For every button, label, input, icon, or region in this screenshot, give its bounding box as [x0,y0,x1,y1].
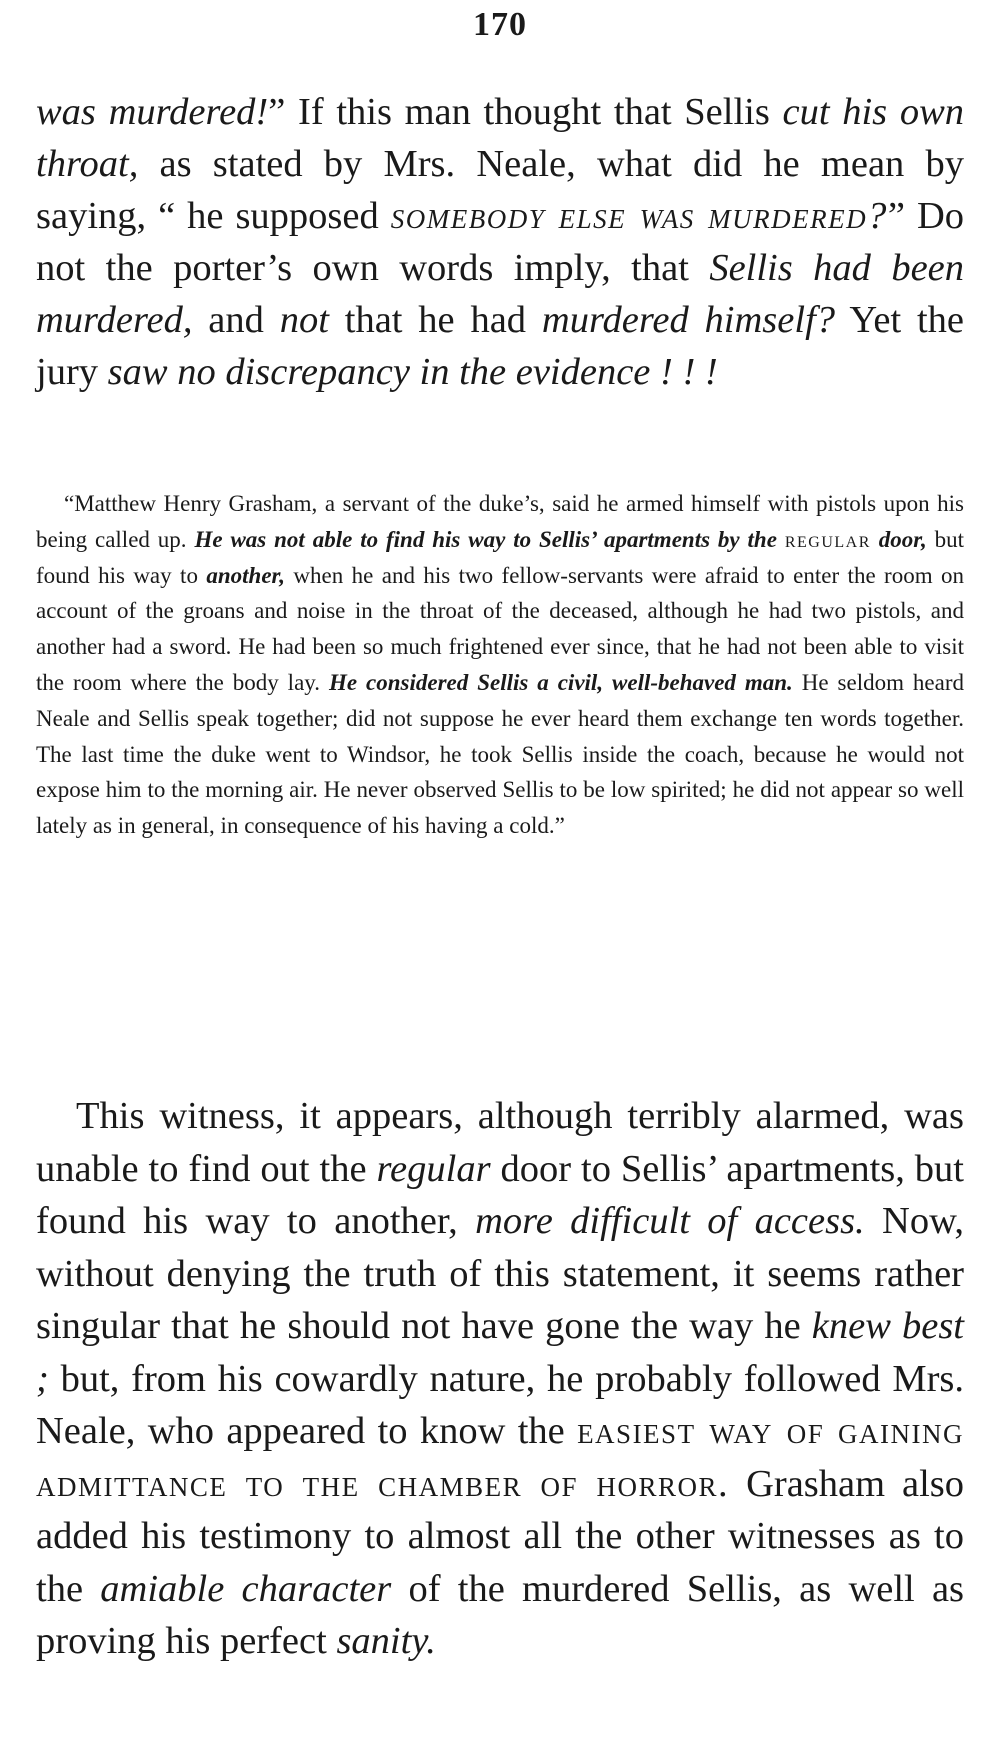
text-span: not [279,299,329,341]
text-span: He seldom heard Neale and Sellis speak together; did not suppose he ever heard them exchange ten words together. The last time the duke went to Windsor, he took Sellis inside the coach, because he would not expose him to the morning air. He never observed Sellis to be low spirited; he did not appear so well lately as in general, in consequence of his having a cold.” [36,669,964,839]
text-span: easiest way of gaining admittance to the chamber of horror. [36,1410,965,1505]
text-span: but found his way to [36,526,965,588]
text-span: was murdered! [36,91,269,133]
text-span: sanity. [336,1620,436,1662]
text-span: knew best ; [36,1305,964,1400]
text-span: ” If this man thought that Sellis [268,91,770,133]
text-span: Grasham also added his testimony to almost all the other witnesses as to the [36,1462,965,1610]
text-span: regular [784,526,871,552]
text-span: He considered Sellis a civil, well-behaved man. [329,669,793,695]
text-span: another, [206,562,285,588]
text-span: “Matthew Henry Grasham, a servant of the duke’s, said he armed himself with pistols upon his being called up. [36,491,964,552]
text-span: Sellis had been murdered, [36,247,965,341]
paragraph-bottom [36,1090,964,1668]
text-span: more difficult of access. [475,1200,865,1242]
text-span: regular [376,1147,491,1190]
text-span: as stated by Mrs. Neale, what did he mean by saying, “ he supposed [36,143,965,237]
text-span: Now, without denying the truth of this statement, it seems rather singular that he should not have gone the way he [36,1200,965,1347]
page-number: 170 [473,6,527,43]
text-span: cut his own throat, [36,91,964,185]
text-span: Yet the jury [36,299,965,393]
text-span: when he and his two fellow-servants were afraid to enter the room on account of the groans and noise in the throat of the deceased, although he had two pistols, and another had a sword. He had been so much frightened ever since, that he had not been able to visit the room where the body lay. [36,562,965,695]
text-span: but, from his cowardly nature, he probably followed Mrs. Neale, who appeared to know the [36,1357,965,1452]
text-span: door to Sellis’ apartments, but found his way to another, [36,1147,965,1242]
text-span: He was not able to find his way to Sellis’ apartments by the [194,526,777,552]
text-span: and [208,299,264,341]
text-span: saw no discrepancy in the evidence ! ! ! [107,351,718,393]
text-span: of the murdered Sellis, as well as proving his perfect [36,1567,965,1662]
text-span: that he had [344,299,527,341]
text-span: murdered himself? [541,299,836,341]
text-span: ” Do not the porter’s own words imply, that [36,195,965,289]
text-span: door, [878,526,927,552]
paragraph-top [36,86,964,398]
text-span: This witness, it appears, although terribly alarmed, was unable to find out the [36,1095,964,1190]
text-span: somebody else was murdered? [390,195,888,237]
text-span: amiable character [100,1567,392,1610]
block-quote [36,486,964,844]
